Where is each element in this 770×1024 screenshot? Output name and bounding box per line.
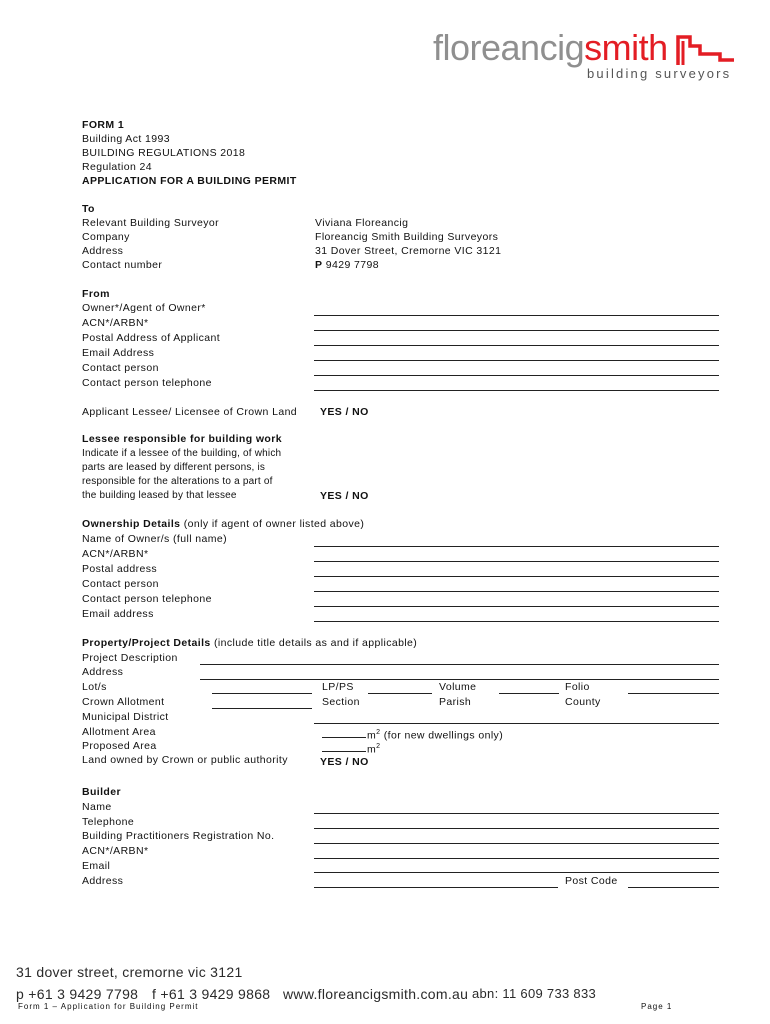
field-label: Postal Address of Applicant [82, 332, 221, 344]
field-label: Address [82, 666, 124, 678]
logo-wordmark: floreancigsmith [433, 27, 668, 68]
form-number: FORM 1 [82, 119, 125, 131]
field-label: Telephone [82, 816, 135, 828]
project-description-field[interactable] [200, 664, 719, 665]
field-label: Land owned by Crown or public authority [82, 754, 288, 766]
email-address-field[interactable] [314, 360, 719, 361]
field-label: Volume [439, 681, 477, 693]
lessee-heading: Lessee responsible for building work [82, 433, 282, 445]
post-code-field[interactable] [628, 887, 719, 888]
crown-land-yes-no[interactable]: YES / NO [320, 406, 369, 418]
field-label: Parish [439, 696, 472, 708]
field-label: LP/PS [322, 681, 354, 693]
building-outline-icon [676, 32, 736, 66]
field-label: Contact person telephone [82, 593, 212, 605]
to-label: Company [82, 231, 130, 243]
allotment-area-unit: $m^2$ (for new dwellings only) [367, 729, 504, 742]
owner-acn-field[interactable] [314, 561, 719, 562]
owner-name-field[interactable] [314, 546, 719, 547]
owner-agent-field[interactable] [314, 315, 719, 316]
field-label: Contact person [82, 578, 159, 590]
lessee-description: Indicate if a lessee of the building, of which [82, 448, 282, 459]
regulations-reference: BUILDING REGULATIONS 2018 [82, 147, 246, 159]
contact-number-value: P 9429 7798 [315, 259, 379, 271]
field-label: Project Description [82, 652, 178, 664]
crown-authority-yes-no[interactable]: YES / NO [320, 756, 369, 768]
lessee-description: the building leased by that lessee [82, 490, 237, 501]
owner-postal-field[interactable] [314, 576, 719, 577]
volume-field[interactable] [499, 693, 559, 694]
builder-registration-field[interactable] [314, 843, 719, 844]
field-label: Proposed Area [82, 740, 157, 752]
lessee-description: parts are leased by different persons, is [82, 462, 266, 473]
field-label: Allotment Area [82, 726, 156, 738]
to-value: Floreancig Smith Building Surveyors [315, 231, 499, 243]
page-number: Page 1 [641, 1002, 673, 1011]
owner-telephone-field[interactable] [314, 606, 719, 607]
builder-name-field[interactable] [314, 813, 719, 814]
to-label: Address [82, 245, 124, 257]
to-value: Viviana Floreancig [315, 217, 409, 229]
crown-allotment-field[interactable] [212, 708, 312, 709]
field-label: County [565, 696, 601, 708]
field-label: Crown Allotment [82, 696, 165, 708]
field-label: ACN*/ARBN* [82, 548, 149, 560]
field-label: Contact person telephone [82, 377, 212, 389]
property-heading: Property/Project Details (include title details as and if applicable) [82, 637, 418, 649]
footer-abn: abn: 11 609 733 833 [472, 986, 597, 1001]
contact-telephone-field[interactable] [314, 390, 719, 391]
to-value: 31 Dover Street, Cremorne VIC 3121 [315, 245, 502, 257]
field-label: Name of Owner/s (full name) [82, 533, 228, 545]
footer-address: 31 dover street, cremorne vic 3121 [16, 964, 243, 980]
to-label: Relevant Building Surveyor [82, 217, 220, 229]
owner-contact-field[interactable] [314, 591, 719, 592]
acn-arbn-field[interactable] [314, 330, 719, 331]
form-title: APPLICATION FOR A BUILDING PERMIT [82, 175, 297, 187]
proposed-area-unit: $m^2$ [367, 743, 381, 756]
field-label: Address [82, 875, 124, 887]
footer-form-name: Form 1 – Application for Building Permit [18, 1002, 199, 1011]
builder-acn-field[interactable] [314, 858, 719, 859]
field-label: Post Code [565, 875, 618, 887]
builder-email-field[interactable] [314, 872, 719, 873]
crown-land-label: Applicant Lessee/ Licensee of Crown Land [82, 406, 298, 418]
footer-phone: p +61 3 9429 7798 [16, 986, 139, 1002]
field-label: Municipal District [82, 711, 169, 723]
footer-website[interactable]: www.floreancigsmith.com.au [283, 986, 469, 1002]
lessee-yes-no[interactable]: YES / NO [320, 490, 369, 502]
logo-subtitle: building surveyors [587, 66, 732, 81]
ownership-heading: Ownership Details (only if agent of owner listed above) [82, 518, 365, 530]
field-label: Name [82, 801, 112, 813]
folio-field[interactable] [628, 693, 719, 694]
field-label: Building Practitioners Registration No. [82, 830, 275, 842]
act-reference: Building Act 1993 [82, 133, 170, 145]
field-label: Email address [82, 608, 154, 620]
to-heading: To [82, 203, 95, 215]
field-label: ACN*/ARBN* [82, 845, 149, 857]
builder-telephone-field[interactable] [314, 828, 719, 829]
field-label: Contact person [82, 362, 159, 374]
builder-heading: Builder [82, 786, 121, 798]
lp-ps-field[interactable] [368, 693, 432, 694]
field-label: Postal address [82, 563, 158, 575]
allotment-area-field[interactable] [322, 737, 366, 738]
to-label: Contact number [82, 259, 163, 271]
field-label: Email [82, 860, 111, 872]
regulation-number: Regulation 24 [82, 161, 152, 173]
proposed-area-field[interactable] [322, 751, 366, 752]
field-label: Folio [565, 681, 590, 693]
field-label: Section [322, 696, 360, 708]
footer-fax: f +61 3 9429 9868 [152, 986, 271, 1002]
lessee-description: responsible for the alterations to a part of [82, 476, 273, 487]
field-label: ACN*/ARBN* [82, 317, 149, 329]
field-label: Lot/s [82, 681, 107, 693]
municipal-district-field[interactable] [314, 723, 719, 724]
field-label: Email Address [82, 347, 155, 359]
postal-address-field[interactable] [314, 345, 719, 346]
from-heading: From [82, 288, 110, 300]
builder-address-field[interactable] [314, 887, 558, 888]
lot-field[interactable] [212, 693, 312, 694]
property-address-field[interactable] [200, 679, 719, 680]
field-label: Owner*/Agent of Owner* [82, 302, 206, 314]
owner-email-field[interactable] [314, 621, 719, 622]
contact-person-field[interactable] [314, 375, 719, 376]
